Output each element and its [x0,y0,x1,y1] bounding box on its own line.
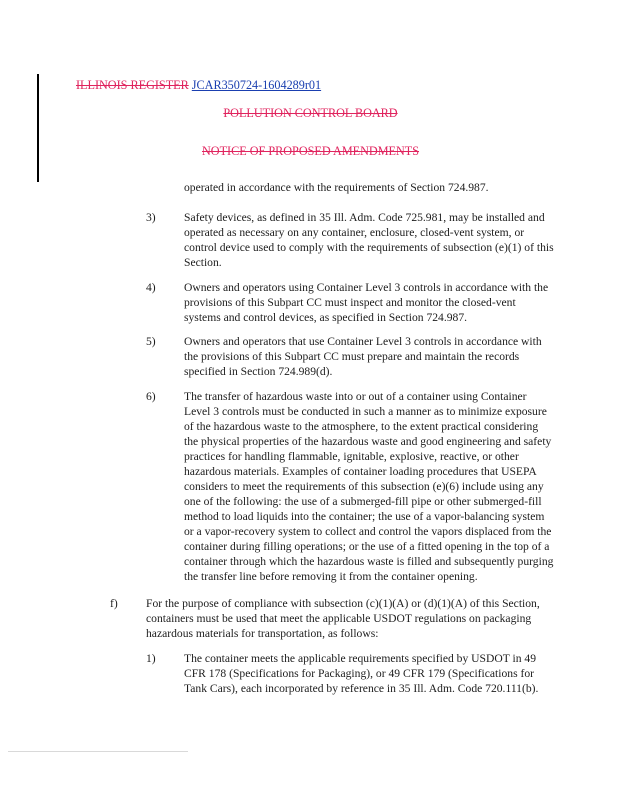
register-header [76,78,321,93]
item-number: 4) [146,281,156,294]
item-number: 6) [146,390,156,403]
notice-heading [0,144,621,159]
board-title: POLLUTION CONTROL BOARD [223,106,398,120]
item-text: Owners and operators that use Container Level 3 controls in accordance with the provisions of this Subpart CC must prepare and maintain the records specified in Section 724.989(d). [184,335,542,378]
item-text: Owners and operators using Container Level 3 controls in accordance with the provisions of this Subpart CC must inspect and monitor the closed-vent systems and control devices, as specified in Section 724.987. [184,281,549,324]
item-number: 1) [146,652,156,665]
item-text: The transfer of hazardous waste into or out of a container using Container Level 3 controls must be conducted in such a manner as to minimize exposure of the hazardous waste to the atmosphere, to the extent practical considering the physical properties of the hazardous waste and good engineering and safety practices for handling flammable, ignitable, explosive, reactive, or other hazardous materials. Examples of container loading procedures that USEPA considers to meet the requirements of this subsection (e)(6) include using any one of the following: the use of a submerged-fill pipe or other submerged-fill method to load liquids into the container; the use of a vapor-balancing system or a vapor-recovery system to collect and control the vapors displaced from the container during filling operations; or the use of a fitted opening in the top of a container through which the hazardous waste is filled and subsequently purging the transfer line before removing it from the container opening. [184,390,554,583]
item-number: 3) [146,211,156,224]
section-text: For the purpose of compliance with subsection (c)(1)(A) or (d)(1)(A) of this Section, containers must be used that meet the applicable USDOT regulations on packaging hazardous materials for transportation, as follows: [146,597,540,640]
item-text: Safety devices, as defined in 35 Ill. Adm. Code 725.981, may be installed and operated as necessary on any container, enclosure, closed-vent system, or control device used to comply with the requirements of subsection (e)(1) of this Section. [184,211,554,269]
notice-title: NOTICE OF PROPOSED AMENDMENTS [201,144,420,158]
continuation-text: operated in accordance with the requirements of Section 724.987. [184,181,489,194]
register-struck-text: ILLINOIS REGISTER [76,78,189,92]
item-number: 5) [146,335,156,348]
change-bar [37,74,39,182]
item-text: The container meets the applicable requirements specified by USDOT in 49 CFR 178 (Specifications for Packaging), or 49 CFR 179 (Specifications for Tank Cars), each incorporated by reference in 35 Ill. Adm. Code 720.111(b). [184,652,539,695]
footer-rule [8,751,188,752]
board-heading [0,106,621,121]
register-inserted-text: JCAR350724-1604289r01 [191,78,322,92]
section-letter: f) [110,597,118,610]
